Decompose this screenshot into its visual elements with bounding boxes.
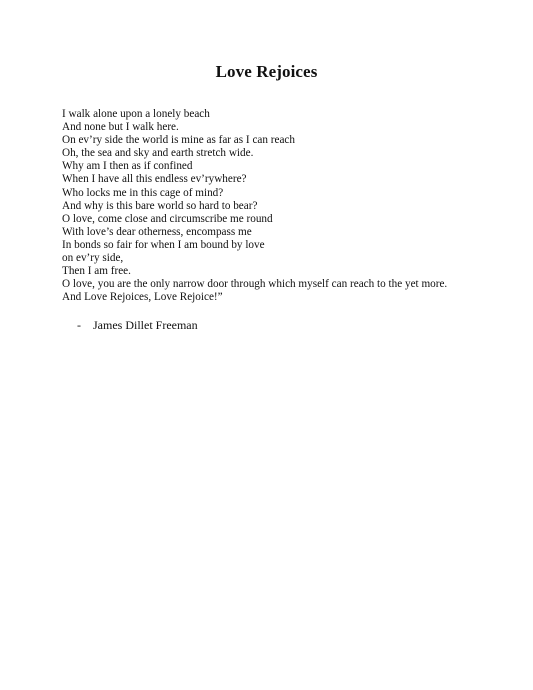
poem-line: In bonds so fair for when I am bound by love	[62, 238, 265, 251]
poem-line: Oh, the sea and sky and earth stretch wide.	[62, 147, 254, 160]
poem-line: When I have all this endless ev’rywhere?	[62, 173, 247, 186]
poem-line: Who locks me in this cage of mind?	[62, 186, 224, 199]
poem-line: And Love Rejoices, Love Rejoice!”	[62, 291, 223, 304]
poem-body	[62, 108, 502, 304]
poem-line: With love’s dear otherness, encompass me	[62, 225, 252, 238]
poem-line: On ev’ry side the world is mine as far as I can reach	[62, 134, 295, 147]
poem-line: And why is this bare world so hard to bear?	[62, 199, 258, 212]
attribution-dash: -	[77, 318, 81, 332]
poem-line: Then I am free.	[62, 265, 131, 278]
poem-line: And none but I walk here.	[62, 121, 179, 134]
author-name: James Dillet Freeman	[93, 318, 198, 332]
poem-line: Why am I then as if confined	[62, 160, 193, 173]
poem-line: O love, you are the only narrow door through which myself can reach to the yet more.	[62, 278, 448, 291]
attribution	[77, 318, 198, 333]
poem-title: Love Rejoices	[215, 62, 318, 81]
poem-line: O love, come close and circumscribe me round	[62, 212, 273, 225]
poem-line: I walk alone upon a lonely beach	[62, 108, 210, 120]
poem-line: on ev’ry side,	[62, 252, 124, 265]
